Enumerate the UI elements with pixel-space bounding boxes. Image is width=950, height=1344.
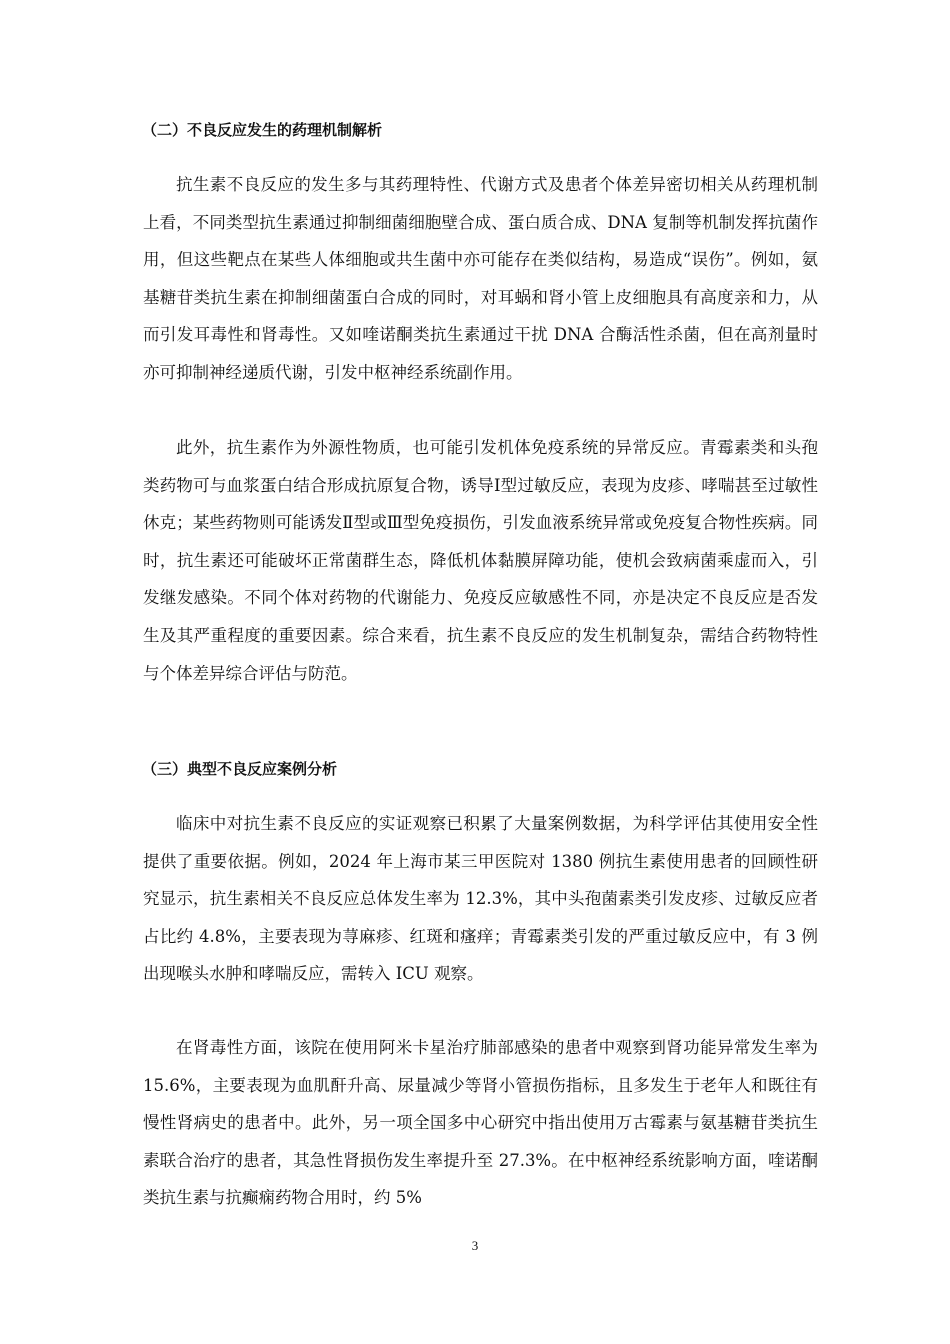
paragraph-mechanism-1: 抗生素不良反应的发生多与其药理特性、代谢方式及患者个体差异密切相关从药理机制上看，不同类型抗生素通过抑制细菌细胞壁合成、蛋白质合成、DNA 复制等机制发挥抗菌作用，但这些靶点在某些人体细胞或共生菌中亦可能存在类似结构，易造成“误伤”。例如，氨基糖苷类抗生素在抑制细菌蛋白合成的同时，对耳蜗和肾小管上皮细胞具有高度亲和力，从而引发耳毒性和肾毒性。又如喹诺酮类抗生素通过干扰 DNA 合酶活性杀菌，但在高剂量时亦可抑制神经递质代谢，引发中枢神经系统副作用。 <box>143 175 818 382</box>
paragraph-mechanism-2: 此外，抗生素作为外源性物质，也可能引发机体免疫系统的异常反应。青霉素类和头孢类药物可与血浆蛋白结合形成抗原复合物，诱导Ⅰ型过敏反应，表现为皮疹、哮喘甚至过敏性休克；某些药物则可能诱发Ⅱ型或Ⅲ型免疫损伤，引发血液系统异常或免疫复合物性疾病。同时，抗生素还可能破坏正常菌群生态，降低机体黏膜屏障功能，使机会致病菌乘虚而入，引发继发感染。不同个体对药物的代谢能力、免疫反应敏感性不同，亦是决定不良反应是否发生及其严重程度的重要因素。综合来看，抗生素不良反应的发生机制复杂，需结合药物特性与个体差异综合评估与防范。 <box>143 438 818 683</box>
section-heading-cases: （三）典型不良反应案例分析 <box>142 760 338 778</box>
page-number: 3 <box>471 1238 479 1253</box>
paragraph-cases-2: 在肾毒性方面，该院在使用阿米卡星治疗肺部感染的患者中观察到肾功能异常发生率为 15.6%，主要表现为血肌酐升高、尿量减少等肾小管损伤指标，且多发生于老年人和既往有慢性肾病史的患者中。此外，另一项全国多中心研究中指出使用万古霉素与氨基糖苷类抗生素联合治疗的患者，其急性肾损伤发生率提升至 27.3%。在中枢神经系统影响方面，喹诺酮类抗生素与抗癫痫药物合用时，约 5% <box>143 1038 818 1208</box>
section-heading-mechanism: （二）不良反应发生的药理机制解析 <box>142 121 383 139</box>
paragraph-cases-1: 临床中对抗生素不良反应的实证观察已积累了大量案例数据，为科学评估其使用安全性提供了重要依据。例如，2024 年上海市某三甲医院对 1380 例抗生素使用患者的回顾性研究显示，抗生素相关不良反应总体发生率为 12.3%，其中头孢菌素类引发皮疹、过敏反应者占比约 4.8%，主要表现为荨麻疹、红斑和瘙痒；青霉素类引发的严重过敏反应中，有 3 例出现喉头水肿和哮喘反应，需转入 ICU 观察。 <box>143 814 818 984</box>
